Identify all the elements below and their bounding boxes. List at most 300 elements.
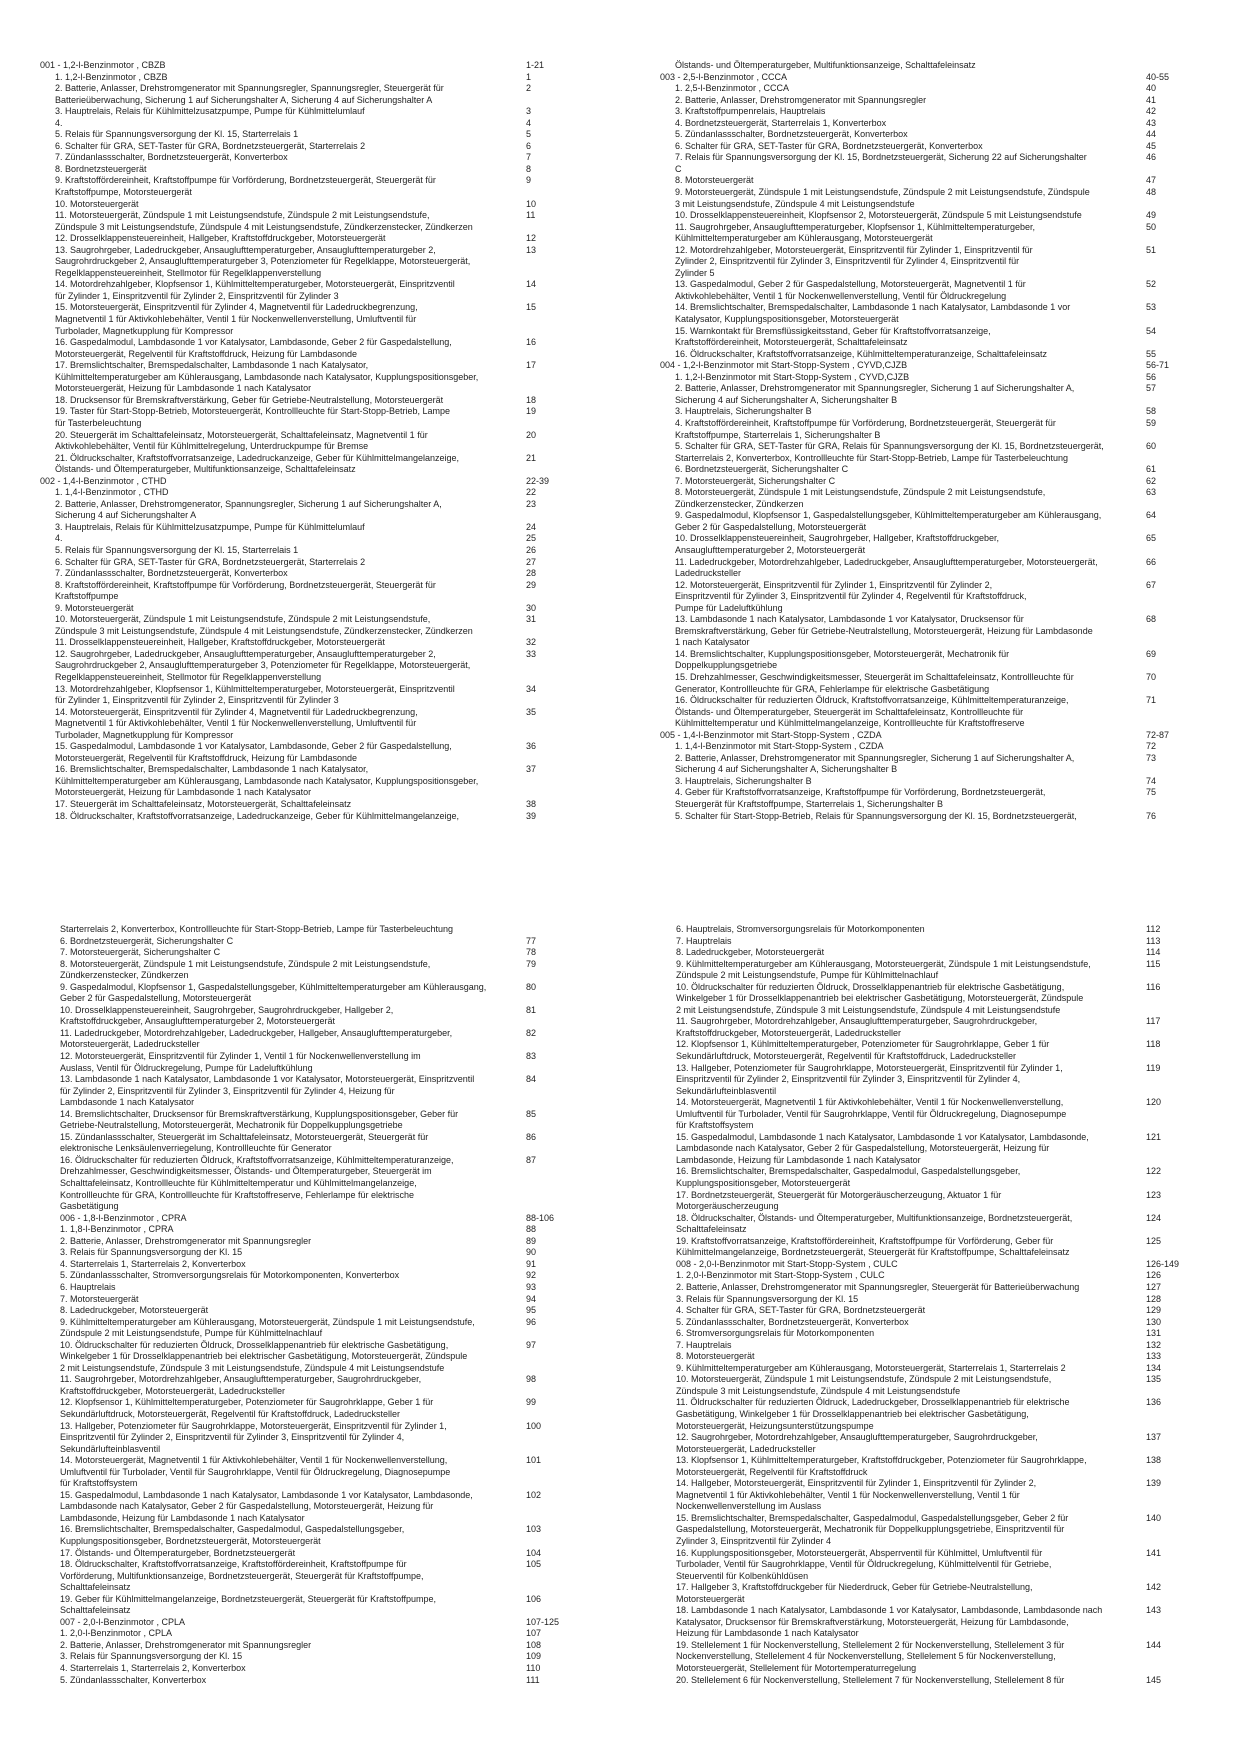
index-row [676,1086,1180,1098]
index-row [660,383,1180,395]
index-entry-text: 8. Bordnetzsteuergerät [55,163,147,174]
index-entry-text: 5. Relais für Spannungsversorgung der Kl. 15, Starterrelais 1 [55,129,299,140]
index-entry-page [1146,1155,1180,1167]
index-entry-text: 14. Hallgeber, Motorsteuergerät, Einspritzventil für Zylinder 1, Einspritzventil für Zylinder 2, [676,1478,1037,1489]
index-entry-text: 18. Öldruckschalter, Kraftstoffvorratsanzeige, Kraftstoffördereinheit, Kraftstoffpumpe für [60,1559,407,1570]
index-entry-page: 88-106 [526,1212,555,1223]
index-entry-text: Sekundärluftdruck, Motorsteuergerät, Regelventil für Kraftstoffdruck, Ladedrucksteller [676,1051,1017,1062]
index-entry-page: 137 [1146,1432,1162,1443]
index-entry-page: 32 [526,637,537,648]
index-row [40,291,560,303]
index-row [40,430,560,442]
index-entry-page [1146,1524,1180,1536]
index-entry-page [526,1536,560,1548]
index-entry-text: 4. [55,117,63,128]
index-entry-page: 110 [526,1663,541,1673]
index-entry-page: 72-87 [1146,729,1170,740]
index-entry-text: 5. Relais für Spannungsversorgung der Kl. 15, Starterrelais 1 [55,544,299,555]
index-entry-page [526,1605,560,1617]
index-row [676,1351,1180,1363]
index-row [60,1651,560,1663]
index-entry-page: 144 [1146,1639,1162,1650]
index-entry-text: 2. Batterie, Anlasser, Drehstromgenerator mit Spannungsregler, Sicherung 1 auf Sicherungshalter A, [675,752,1075,763]
index-row [660,83,1180,95]
index-row [40,487,560,499]
index-entry-page [526,187,560,199]
index-entry-text: 7. Hauptrelais [676,1339,732,1350]
index-entry-page [526,314,560,326]
index-entry-page: 112 [1146,924,1161,934]
index-row [40,222,560,234]
index-entry-page [526,718,560,730]
index-row [676,1432,1180,1444]
index-entry-text: Saugrohrdruckgeber 2, Ansauglufttemperaturgeber 3, Potenziometer für Regelklappe, Motorsteuergerät, [55,660,471,671]
index-entry-text: 12. Saugrohrgeber, Motordrehzahlgeber, Ansauglufttemperaturgeber, Saugrohrdruckgeber, [676,1432,1038,1443]
index-entry-page: 63 [1146,487,1157,498]
index-entry-page: 15 [526,302,537,313]
index-entry-text: 16. Kupplungspositionsgeber, Motorsteuergerät, Absperrventil für Kühlmittel, Umluftventil für [676,1547,1043,1558]
index-entry-page [526,1513,560,1525]
index-entry-text: Aktivkohlebehälter, Ventil für Kühlmittelregelung, Unterdruckpumpe für Bremse [55,441,369,452]
index-entry-page: 115 [1146,958,1161,969]
index-entry-text: Kontrollleuchte für GRA, Kontrollleuchte für Kraftstoffreserve, Fehlerlampe für elektrische [60,1189,414,1200]
index-entry-text: Sekundärlufteinblasventil [60,1443,161,1454]
index-row [660,337,1180,349]
index-row [660,660,1180,672]
index-entry-page: 107 [526,1628,542,1639]
index-row [60,1478,560,1490]
index-entry-text: 004 - 1,2-l-Benzinmotor mit Start-Stopp-System , CYVD,CJZB [660,360,908,371]
index-row [40,764,560,776]
index-entry-text: 2. Batterie, Anlasser, Drehstromgenerator mit Spannungsregler, Steuergerät für Batterieüberwachung [676,1281,1080,1292]
index-row [40,637,560,649]
index-row [60,1432,560,1444]
index-row [676,1143,1180,1155]
index-row [676,1109,1180,1121]
index-row [40,476,560,488]
index-row [60,1074,560,1086]
index-entry-text: 1. 1,4-l-Benzinmotor mit Start-Stopp-System , CZDA [675,741,884,752]
index-entry-page [526,970,560,982]
index-row [60,993,560,1005]
index-row [676,1455,1180,1467]
index-entry-page [1146,1663,1180,1675]
index-entry-page: 2 [526,83,532,94]
index-entry-page [1146,1178,1180,1190]
index-entry-page [526,1201,560,1213]
index-row [660,649,1180,661]
index-row [660,476,1180,488]
index-entry-text: 18. Öldruckschalter, Kraftstoffvorratsanzeige, Ladedruckanzeige, Geber für Kühlmittelmangelanzeige, [55,810,460,821]
index-row [60,1351,560,1363]
index-entry-text: Umluftventil für Turbolader, Ventil für Saugrohrklappe, Ventil für Öldruckregelung, Diagnosepumpe [676,1108,1067,1119]
index-entry-page: 18 [526,394,537,405]
index-row [40,684,560,696]
index-entry-page: 94 [526,1293,537,1304]
index-entry-text: Kraftstoffördereinheit, Motorsteuergerät, Schalttafeleinsatz [675,337,908,348]
index-entry-text: Gaspedalstellung, Motorsteuergerät, Mechatronik für Doppelkupplungsgetriebe, Einspritzventil für [676,1524,1065,1535]
index-entry-page [526,1190,560,1202]
index-row [676,1663,1180,1675]
index-quadrant-bottom-left [60,924,560,1704]
index-entry-text: 6. Schalter für GRA, SET-Taster für GRA, Bordnetzsteuergerät, Konverterbox [675,140,983,151]
index-entry-text: Zündkerzenstecker, Zündkerzen [60,970,189,981]
index-entry-text: Lambdasonde nach Katalysator, Geber 2 für Gaspedalstellung, Motorsteuergerät, Heizung für [676,1143,1050,1154]
index-entry-page [526,1039,560,1051]
index-row [676,1386,1180,1398]
index-entry-page: 9 [526,175,532,186]
index-entry-text: Ansauglufttemperaturgeber 2, Motorsteuergerät [675,544,866,555]
index-row [60,1016,560,1028]
index-row [660,707,1180,719]
index-entry-text: Sicherung 4 auf Sicherungshalter A, Sicherungshalter B [675,764,898,775]
index-row [60,1409,560,1421]
index-entry-page [1146,799,1180,811]
index-entry-text: 11. Ladedruckgeber, Motordrehzahlgeber, Ladedruckgeber, Ansauglufttemperaturgeber, Motorsteuergerät, [675,556,1098,567]
index-entry-text: 4. Kraftstoffördereinheit, Kraftstoffpumpe für Vorförderung, Bordnetzsteuergerät, Steuergerät für [675,417,1056,428]
index-entry-page [1146,568,1180,580]
index-entry-page: 126-149 [1146,1258,1180,1269]
index-entry-text: 18. Öldruckschalter, Ölstands- und Öltemperaturgeber, Multifunktionsanzeige, Bordnetzsteuergerät, [676,1212,1073,1223]
index-quadrant-bottom-right [676,924,1180,1704]
index-row [676,993,1180,1005]
index-row [676,1190,1180,1202]
index-entry-text: für Zylinder 1, Einspritzventil für Zylinder 2, Einspritzventil für Zylinder 3 [55,290,339,301]
index-row [676,1282,1180,1294]
index-entry-page [1146,1074,1180,1086]
index-entry-text: 5. Zündanlassschalter, Bordnetzsteuergerät, Konverterbox [676,1316,909,1327]
index-entry-page [526,1016,560,1028]
index-entry-text: Zylinder 2, Einspritzventil für Zylinder 3, Einspritzventil für Zylinder 4, Einspritzventil für [675,256,1020,267]
index-row [60,1397,560,1409]
index-row [676,1270,1180,1282]
index-entry-page [1146,684,1180,696]
index-entry-page [1146,1386,1180,1398]
index-entry-text: 3. Hauptrelais, Relais für Kühlmittelzusatzpumpe, Pumpe für Kühlmittelumlauf [55,521,365,532]
index-row [676,1305,1180,1317]
index-row [660,164,1180,176]
index-entry-text: Ölstands- und Öltemperaturgeber, Multifunktionsanzeige, Schalttafeleinsatz [675,60,976,70]
index-entry-text: Schalttafeleinsatz, Kontrollleuchte für Kühlmitteltemperatur und Kühlmittelmangelanzeige, [60,1178,417,1189]
index-row [660,510,1180,522]
index-entry-page: 52 [1146,279,1157,290]
index-entry-page: 21 [526,452,537,463]
index-entry-page [526,1478,560,1490]
index-row [60,1605,560,1617]
index-entry-text: Motorsteuergerät, Regelventil für Kraftstoffdruck [676,1466,868,1477]
index-row [40,395,560,407]
index-row [660,256,1180,268]
index-entry-text: 9. Kühlmitteltemperaturgeber am Kühlerausgang, Motorsteuergerät, Zündspule 1 mit Leistungsendstufe, [676,958,1091,969]
index-entry-page: 71 [1146,695,1157,706]
index-entry-text: Geber 2 für Gaspedalstellung, Motorsteuergerät [60,993,252,1004]
index-entry-page [1146,1201,1180,1213]
index-entry-text: Motorsteuergerät, Ladedrucksteller [676,1443,816,1454]
index-entry-page: 74 [1146,775,1157,786]
index-row [676,1224,1180,1236]
index-entry-text: Kühlmitteltemperaturgeber am Kühlerausgang, Lambdasonde nach Katalysator, Kupplungspositionsgeber, [55,775,479,786]
index-entry-page: 17 [526,360,537,371]
index-entry-page: 83 [526,1051,537,1062]
index-row [40,164,560,176]
index-entry-text: 15. Motorsteuergerät, Einspritzventil für Zylinder 4, Magnetventil für Ladedruckbegrenzung, [55,302,418,313]
index-row [660,291,1180,303]
index-entry-page: 23 [526,498,537,509]
index-entry-text: 10. Motorsteuergerät [55,198,139,209]
index-entry-page: 78 [526,947,537,958]
index-entry-page: 89 [526,1235,537,1246]
index-row [660,741,1180,753]
index-row [660,349,1180,361]
index-row [40,603,560,615]
index-row [60,1213,560,1225]
index-entry-text: 7. Motorsteuergerät, Sicherungshalter C [675,475,836,486]
index-row [676,1063,1180,1075]
index-entry-page: 141 [1146,1547,1162,1558]
index-entry-page [1146,60,1180,72]
index-entry-text: 13. Lambdasonde 1 nach Katalysator, Lambdasonde 1 vor Katalysator, Motorsteuergerät, Einspritzventil [60,1074,475,1085]
index-entry-text: Kraftstoffdruckgeber, Motorsteuergerät, Ladedrucksteller [676,1027,901,1038]
index-entry-text: Heizung für Lambdasonde 1 nach Katalysator [676,1628,859,1639]
index-row [40,129,560,141]
index-entry-page: 130 [1146,1316,1162,1327]
index-entry-text: 11. Ladedruckgeber, Motordrehzahlgeber, Ladedruckgeber, Hallgeber, Ansauglufttemperaturgeber, [60,1027,453,1038]
index-entry-page: 122 [1146,1166,1162,1177]
index-row [660,580,1180,592]
index-entry-page: 45 [1146,140,1157,151]
index-row [60,1039,560,1051]
index-entry-page: 117 [1146,1016,1161,1027]
index-row [676,1594,1180,1606]
index-row [660,730,1180,742]
index-entry-text: Winkelgeber 1 für Drosselklappenantrieb bei elektrischer Gasbetätigung, Motorsteuergerät, Zündspule [60,1351,468,1362]
index-entry-text: Motorsteuergerät, Regelventil für Kraftstoffdruck, Heizung für Lambdasonde [55,752,357,763]
index-row [60,959,560,971]
index-entry-text: 19. Kraftstoffvorratsanzeige, Kraftstoffördereinheit, Kraftstoffpumpe für Vorförderung, Geber für [676,1235,1054,1246]
index-row [660,210,1180,222]
index-entry-text: 17. Steuergerät im Schalttafeleinsatz, Motorsteuergerät, Schalttafeleinsatz [55,799,352,809]
index-row [676,1132,1180,1144]
index-entry-page: 102 [526,1489,542,1500]
index-entry-page: 22 [526,487,537,498]
index-entry-text: 7. Motorsteuergerät, Sicherungshalter C [60,947,221,958]
index-row [40,372,560,384]
index-entry-page: 125 [1146,1235,1162,1246]
index-row [660,453,1180,465]
index-entry-text: 15. Warnkontakt für Bremsflüssigkeitsstand, Geber für Kraftstoffvorratsanzeige, [675,325,991,336]
index-entry-page [1146,233,1180,245]
index-entry-page [526,787,560,799]
index-entry-text: 15. Zündanlassschalter, Steuergerät im Schalttafeleinsatz, Motorsteuergerät, Steuergerät für [60,1131,429,1142]
index-entry-page: 69 [1146,648,1157,659]
index-entry-page: 81 [526,1004,537,1015]
index-row [676,1582,1180,1594]
index-row [660,141,1180,153]
index-row [660,106,1180,118]
index-entry-text: 12. Motorsteuergerät, Einspritzventil für Zylinder 1, Ventil 1 für Nockenwellenverstellung im [60,1051,421,1062]
index-entry-text: Kühlmitteltemperaturgeber am Kühlerausgang, Motorsteuergerät [675,233,933,244]
index-entry-page: 37 [526,764,537,775]
index-row [40,614,560,626]
index-row [60,1294,560,1306]
index-row [40,464,560,476]
index-entry-page: 140 [1146,1512,1162,1523]
index-entry-text: Ölstands- und Öltemperaturgeber, Multifunktionsanzeige, Schalttafeleinsatz [55,464,356,475]
index-row [676,1213,1180,1225]
index-entry-page: 40 [1146,83,1157,94]
index-entry-page: 134 [1146,1362,1162,1373]
index-row [676,1097,1180,1109]
index-entry-page [526,1143,560,1155]
index-row [60,1005,560,1017]
index-row [60,1628,560,1640]
index-entry-page [1146,1467,1180,1479]
index-entry-text: 18. Lambdasonde 1 nach Katalysator, Lambdasonde 1 vor Katalysator, Lambdasonde, Lambdasonde nach [676,1605,1103,1616]
index-entry-page: 77 [526,935,537,946]
index-entry-page [1146,591,1180,603]
index-entry-text: 4. Starterrelais 1, Starterrelais 2, Konverterbox [60,1663,246,1673]
index-entry-text: Magnetventil 1 für Aktivkohlebehälter, Ventil 1 für Nockenwellenverstellung, Umluftventil für [55,718,417,729]
index-entry-page: 108 [526,1639,542,1650]
index-row [660,614,1180,626]
index-entry-text: Lambdasonde nach Katalysator, Geber 2 für Gaspedalstellung, Motorsteuergerät, Heizung für [60,1501,434,1512]
index-row [40,626,560,638]
index-entry-text: 13. Lambdasonde 1 nach Katalysator, Lambdasonde 1 vor Katalysator, Drucksensor für [675,614,1024,625]
index-entry-text: 8. Ladedruckgeber, Motorsteuergerät [60,1305,209,1316]
index-row [676,1363,1180,1375]
index-entry-text: Zündspule 3 mit Leistungsendstufe, Zündspule 4 mit Leistungsendstufe [676,1385,961,1396]
index-entry-text: 3 mit Leistungsendstufe, Zündspule 4 mit Leistungsendstufe [675,198,915,209]
index-entry-text: 11. Saugrohrgeber, Ansauglufttemperaturgeber, Klopfsensor 1, Kühlmitteltemperaturgeber, [675,221,1036,232]
index-entry-text: 008 - 2,0-l-Benzinmotor mit Start-Stopp-System , CULC [676,1258,898,1269]
index-row [676,1651,1180,1663]
index-row [60,1132,560,1144]
index-row [676,1571,1180,1583]
index-entry-text: Kraftstoffdruckgeber, Ansauglufttemperaturgeber 2, Motorsteuergerät [60,1016,335,1027]
index-row [676,1236,1180,1248]
index-entry-page [526,326,560,338]
index-entry-page [526,1351,560,1363]
index-entry-page: 135 [1146,1374,1162,1385]
index-entry-text: 12. Motordrehzahlgeber, Motorsteuergerät, Einspritzventil für Zylinder 1, Einspritzventil für [675,244,1033,255]
index-entry-page: 40-55 [1146,71,1170,82]
index-row [60,1236,560,1248]
index-entry-page: 14 [526,279,537,290]
index-row [676,970,1180,982]
index-row [660,499,1180,511]
index-row [676,1005,1180,1017]
index-entry-page: 136 [1146,1397,1162,1408]
index-entry-page: 34 [526,683,537,694]
index-entry-text: 3. Relais für Spannungsversorgung der Kl. 15 [676,1293,859,1304]
index-entry-text: Aktivkohlebehälter, Ventil 1 für Nockenwellenverstellung, Ventil für Öldruckregelung [675,290,1007,301]
index-entry-text: Steuerventil für Kolbenkühldüsen [676,1570,809,1581]
index-entry-text: Regelklappensteuereinheit, Stellmotor für Regelklappenverstellung [55,267,322,278]
index-entry-text: 12. Klopfsensor 1, Kühlmitteltemperaturgeber, Potenziometer für Saugrohrklappe, Geber 1 für [60,1397,434,1408]
index-entry-page: 36 [526,741,537,752]
index-entry-page: 100 [526,1420,542,1431]
index-entry-page [1146,1086,1180,1098]
index-entry-page: 124 [1146,1212,1162,1223]
index-row [40,811,560,823]
index-row [40,326,560,338]
index-entry-page: 68 [1146,614,1157,625]
index-entry-page: 84 [526,1074,537,1085]
index-entry-page [526,1571,560,1583]
index-entry-text: 13. Klopfsensor 1, Kühlmitteltemperaturgeber, Kraftstoffdruckgeber, Potenziometer für Saugrohrklappe, [676,1455,1087,1466]
index-entry-text: 006 - 1,8-l-Benzinmotor , CPRA [60,1212,187,1223]
index-entry-text: 6. Stromversorgungsrelais für Motorkomponenten [676,1328,875,1339]
index-entry-text: 20. Stellelement 6 für Nockenverstellung, Stellelement 7 für Nockenverstellung, Stellelement 8 für [676,1674,1065,1685]
index-entry-text: 18. Drucksensor für Bremskraftverstärkung, Geber für Getriebe-Neutralstellung, Motorsteuergerät [55,394,444,405]
index-row [676,1467,1180,1479]
index-row [60,947,560,959]
index-entry-text: Doppelkupplungsgetriebe [675,660,778,671]
index-entry-page: 60 [1146,441,1157,452]
index-entry-text: 16. Bremslichtschalter, Bremspedalschalter, Lambdasonde 1 nach Katalysator, [55,764,369,775]
index-row [660,568,1180,580]
index-entry-text: 21. Öldruckschalter, Kraftstoffvorratsanzeige, Ladedruckanzeige, Geber für Kühlmittelmangelanzeige, [55,452,460,463]
index-entry-page: 33 [526,648,537,659]
index-row [676,1675,1180,1687]
index-entry-page: 93 [526,1281,537,1292]
index-row [40,349,560,361]
index-entry-text: Zündspule 2 mit Leistungsendstufe, Pumpe für Kühlmittelnachlauf [676,970,939,981]
index-entry-page [1146,1628,1180,1640]
index-entry-page [526,1328,560,1340]
index-entry-text: 14. Bremslichtschalter, Kupplungspositionsgeber, Motorsteuergerät, Mechatronik für [675,648,1010,659]
index-entry-page: 96 [526,1316,537,1327]
index-row [40,406,560,418]
index-row [660,268,1180,280]
index-entry-page: 128 [1146,1293,1162,1304]
index-entry-text: 1. 2,5-l-Benzinmotor , CCCA [675,83,790,94]
index-entry-page: 50 [1146,221,1157,232]
index-entry-page: 35 [526,706,537,717]
index-row [40,279,560,291]
index-row [60,1536,560,1548]
index-entry-text: 1. 1,4-l-Benzinmotor , CTHD [55,487,169,498]
index-row [660,545,1180,557]
index-row [60,1120,560,1132]
index-row [660,326,1180,338]
index-entry-page [526,591,560,603]
index-row [40,568,560,580]
index-entry-page: 55 [1146,348,1157,359]
index-entry-text: 2. Batterie, Anlasser, Drehstromgenerator, Spannungsregler, Sicherung 1 auf Sicherungshalter A, [55,498,442,509]
index-row [60,1051,560,1063]
index-row [60,1524,560,1536]
index-entry-text: Nockenwellenverstellung im Auslass [676,1501,822,1512]
index-entry-text: 6. Bordnetzsteuergerät, Sicherungshalter C [60,935,234,946]
index-entry-text: Magnetventil 1 für Aktivkohlebehälter, Ventil 1 für Nockenwellenverstellung, Umluftventil für [55,314,417,325]
index-row [676,1640,1180,1652]
index-entry-page [1146,164,1180,176]
index-entry-page: 43 [1146,117,1157,128]
index-entry-text: 9. Motorsteuergerät [55,602,134,613]
index-entry-text: Nockenverstellung, Stellelement 4 für Nockenverstellung, Stellelement 5 für Nockenverstellung, [676,1651,1056,1662]
index-entry-text: Einspritzventil für Zylinder 2, Einspritzventil für Zylinder 3, Einspritzventil für Zylinder 4, [676,1074,1021,1085]
index-entry-page [526,924,560,936]
index-entry-page: 56-71 [1146,360,1170,371]
index-entry-text: 15. Drehzahlmesser, Geschwindigkeitsmesser, Steuergerät im Schalttafeleinsatz, Kontrollleuchte für [675,671,1074,682]
index-entry-text: 3. Hauptrelais, Sicherungshalter B [675,775,812,786]
index-row [676,1617,1180,1629]
index-entry-text: 9. Kraftstoffördereinheit, Kraftstoffpumpe für Vorförderung, Bordnetzsteuergerät, Steuergerät für [55,175,436,186]
index-entry-text: Lambdasonde 1 nach Katalysator [60,1097,195,1108]
index-row [676,1074,1180,1086]
index-entry-text: Turbolader, Magnetkupplung für Kompressor [55,729,234,740]
